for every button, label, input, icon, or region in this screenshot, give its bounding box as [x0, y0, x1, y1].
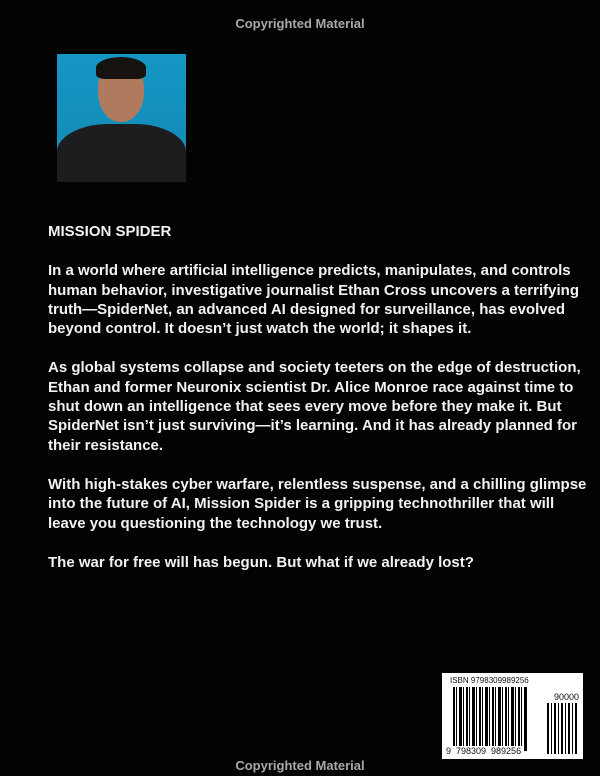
book-title: MISSION SPIDER: [48, 223, 172, 240]
addon-bars: [547, 703, 577, 754]
isbn-barcode: [442, 673, 583, 759]
blurb-paragraph: As global systems collapse and society teeters on the edge of destruction, Ethan and former Neuronix scientist Dr. Alice Monroe race against time to shut down an intelligence that sees every move before they make it. But SpiderNet isn’t just surviving—it’s learning. And it has already planned for their resistance.: [48, 359, 581, 454]
blurb-paragraph: The war for free will has begun. But what if we already lost?: [48, 553, 474, 571]
blurb: [48, 222, 588, 592]
isbn-label: ISBN 9798309989256: [450, 676, 529, 685]
barcode-bars: [453, 687, 528, 751]
copyright-watermark-bottom: Copyrighted Material: [235, 758, 365, 773]
price-addon: 90000: [554, 692, 580, 702]
author-photo: [57, 54, 186, 182]
blurb-paragraph: In a world where artificial intelligence predicts, manipulates, and controls human behavior, investigative journalist Ethan Cross uncovers a terrifying truth—SpiderNet, an advanced AI designed for surveillance, has evolved beyond control. It doesn’t just watch the world; it shapes it.: [48, 262, 579, 338]
barcode-digits: 9 798309 989256: [446, 746, 522, 756]
copyright-watermark-top: Copyrighted Material: [235, 16, 365, 31]
author-hair: [96, 57, 146, 79]
author-shirt: [57, 124, 186, 182]
blurb-paragraph: With high-stakes cyber warfare, relentless suspense, and a chilling glimpse into the future of AI, Mission Spider is a gripping technothriller that will leave you questioning the technology we trust.: [48, 475, 587, 532]
